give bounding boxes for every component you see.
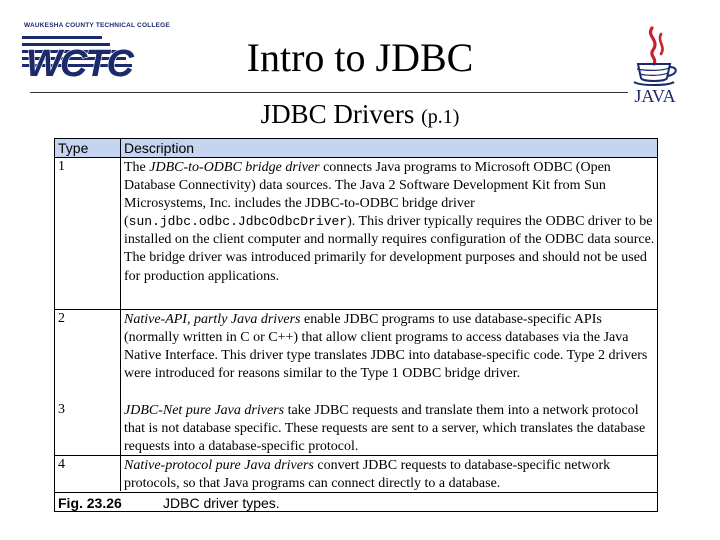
table-row [55,158,657,321]
driver-name: JDBC-Net pure Java drivers [124,403,285,418]
subtitle-text: JDBC Drivers [260,99,415,129]
driver-name: Native-protocol pure Java drivers [124,458,314,473]
page-title: Intro to JDBC [246,35,474,80]
driver-type-number: 4 [58,457,65,472]
driver-description [124,159,656,286]
figure-number: Fig. 23.26 [58,495,122,511]
column-header-type: Type [58,140,89,156]
desc-text: convert JDBC requests to database-specific network protocols, so that Java programs can connect directly to a database. [124,458,611,492]
driver-type-number: 1 [58,159,65,174]
column-header-description: Description [124,140,195,156]
figure-caption-text: JDBC driver types. [163,495,280,511]
java-logo [626,22,684,106]
table-row [55,456,657,492]
table-row [55,310,657,401]
table-row [55,401,657,456]
driver-name: Native-API, partly Java drivers [124,312,301,327]
figure-caption [55,492,657,513]
wctc-logo-text: WCTC [26,43,132,80]
desc-pre: The [124,160,150,175]
desc-text: connects Java programs to Microsoft ODBC (Open Database Connectivity) data sources. The Java 2 Software Development Kit from Sun Microsystems, Inc. includes the JDBC-to-ODBC bridge driver ( [124,160,611,230]
java-cup-icon [626,22,684,106]
table-header [55,139,657,158]
jdbc-driver-types-table [54,138,658,512]
subtitle-page-ref: (p.1) [421,106,460,128]
desc-text: enable JDBC programs to use database-specific APIs (normally written in C or C++) that allow client programs to access databases via the Java Native Interface. This driver type translates JDBC into database-specific code. Type 2 drivers were introduced for reasons similar to the Type 1 ODBC bridge driver. [124,312,648,382]
desc-text: take JDBC requests and translate them into a network protocol that is not database specific. These requests are sent to a server, which translates the database requests into a database-specific protocol. [124,403,646,455]
slide-subtitle [0,98,720,133]
driver-name: JDBC-to-ODBC bridge driver [149,160,320,175]
driver-class-name: sun.jdbc.odbc.JdbcOdbcDriver [128,214,348,230]
driver-type-number: 3 [58,402,65,417]
college-name-caption: WAUKESHA COUNTY TECHNICAL COLLEGE [24,22,170,29]
driver-type-number: 2 [58,311,65,326]
java-logo-text: JAVA [634,86,676,106]
driver-description [124,311,656,383]
desc-text-cont: ). This driver typically requires the ODBC driver to be installed on the client computer and normally requires configuration of the ODBC data source. The bridge driver was introduced primarily for development purposes and should not be used for production applications. [124,214,655,284]
driver-description [124,457,656,493]
header-divider [30,92,628,93]
driver-description [124,402,656,456]
